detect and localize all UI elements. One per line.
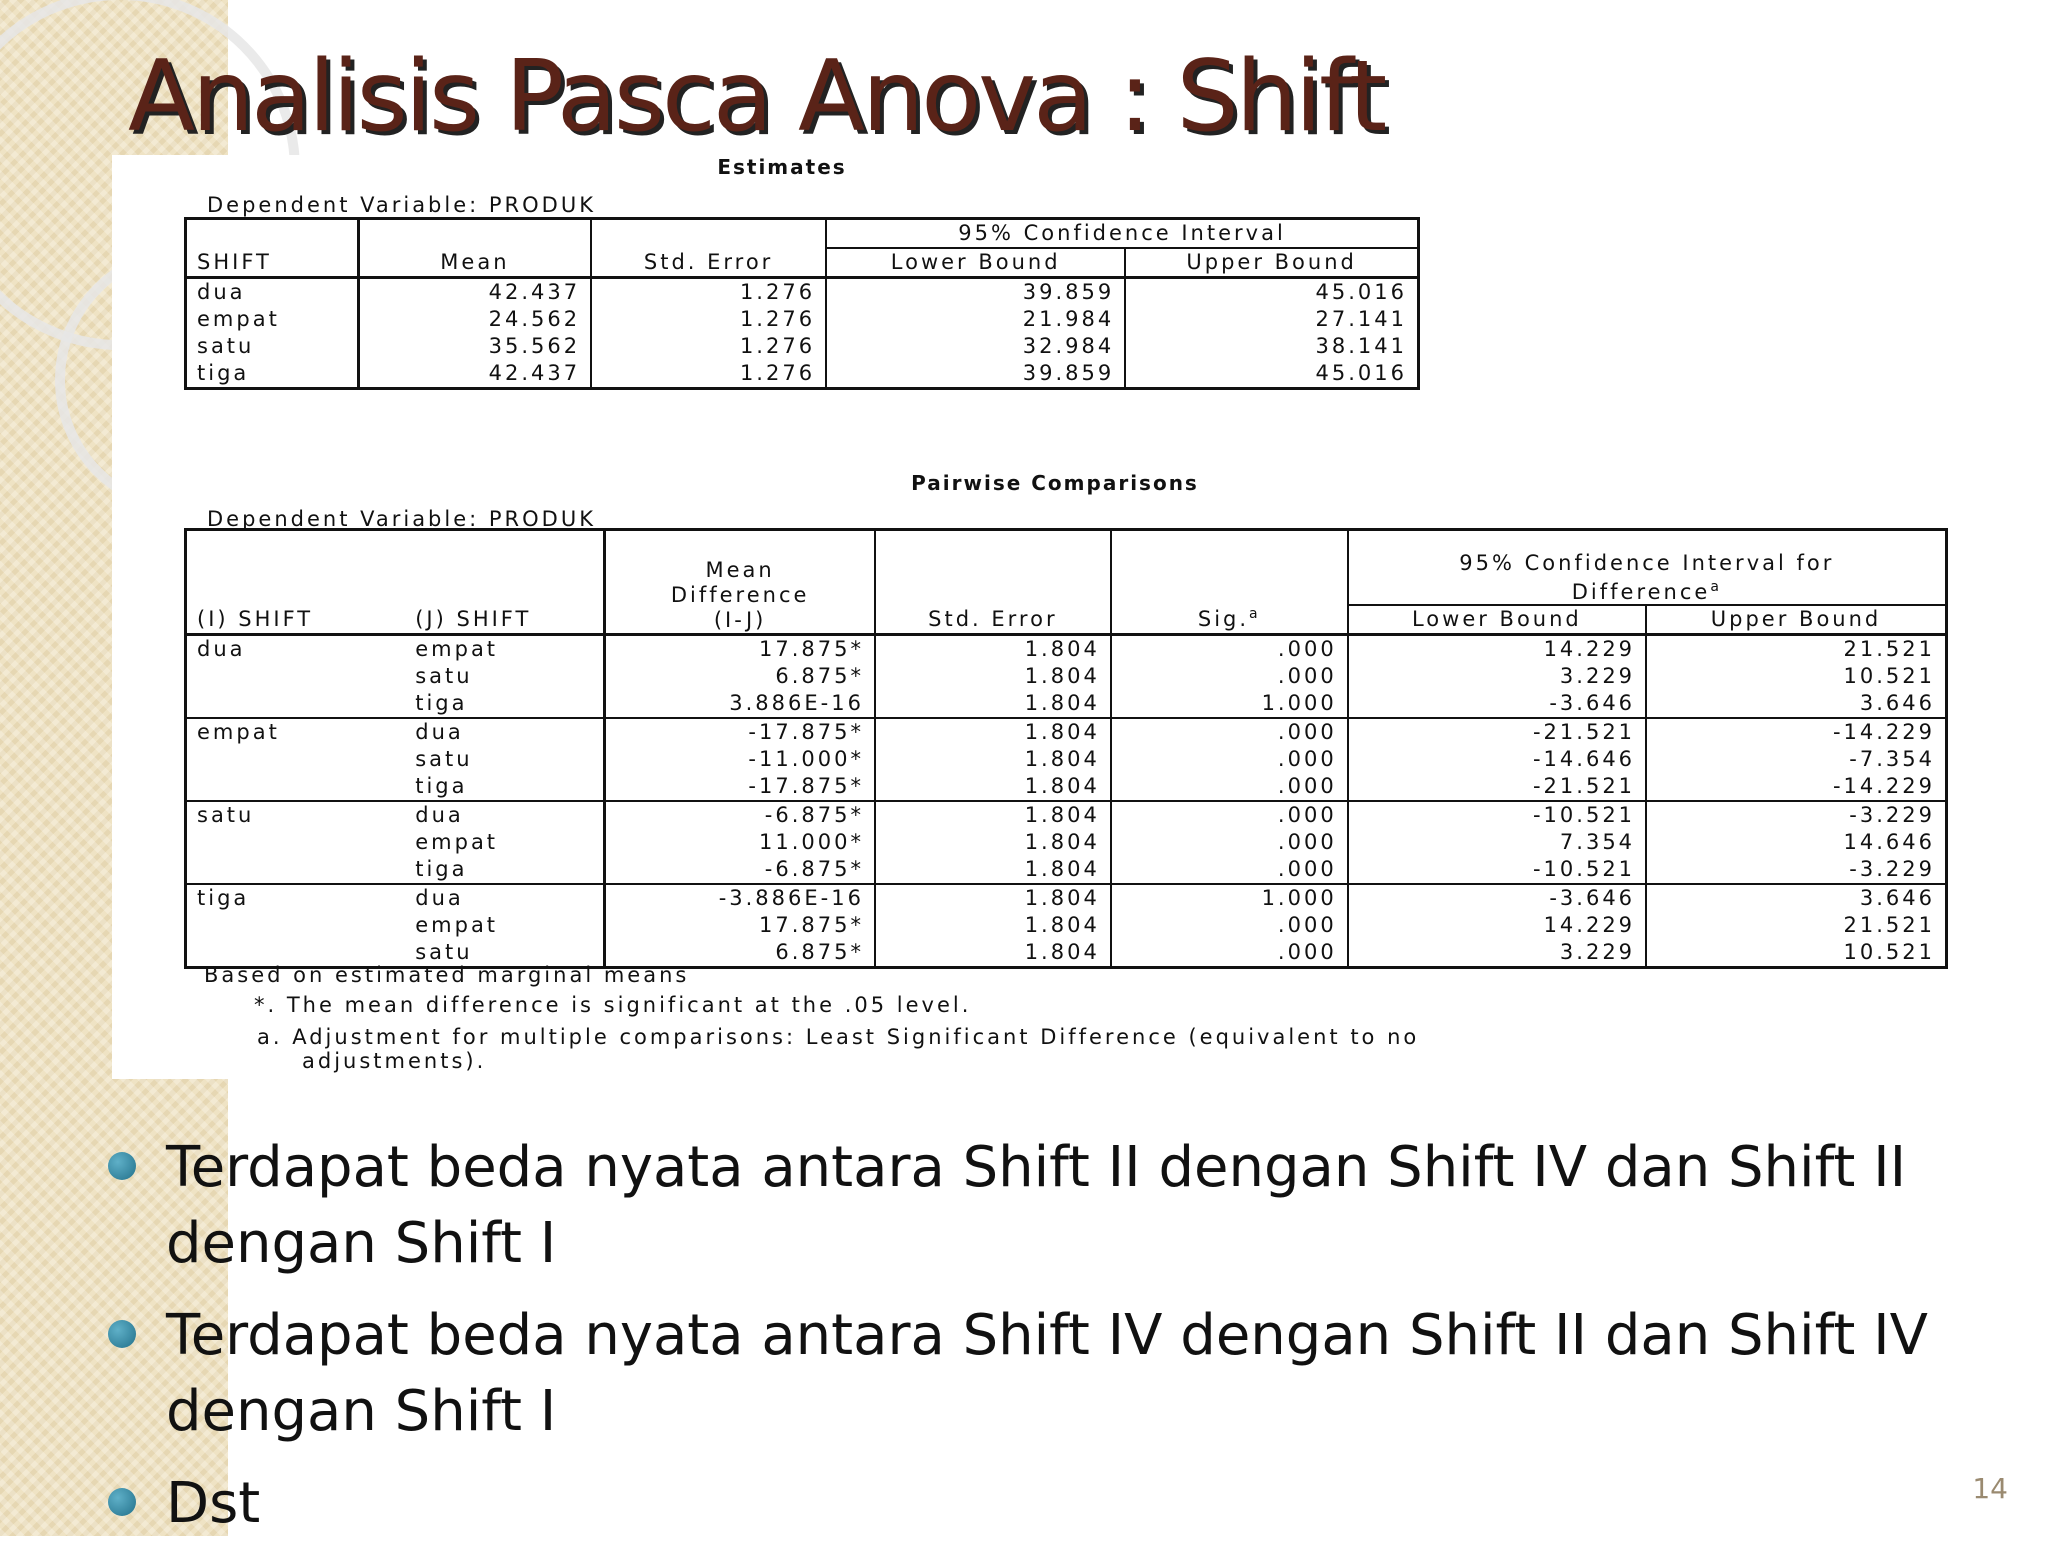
pairwise-row bbox=[186, 773, 1947, 801]
estimates-cell-shift: tiga bbox=[186, 360, 359, 389]
pairwise-cell-lower-bound: 14.229 bbox=[1348, 912, 1646, 939]
pairwise-cell-j-shift: empat bbox=[405, 635, 605, 664]
estimates-cell-std-error: 1.276 bbox=[591, 278, 826, 307]
pairwise-cell-mean-diff: 11.000* bbox=[605, 829, 875, 856]
pairwise-cell-upper-bound: 14.646 bbox=[1843, 830, 1935, 854]
estimates-dependent-variable: Dependent Variable: PRODUK bbox=[207, 193, 596, 217]
estimates-col-lower-bound: Lower Bound bbox=[826, 248, 1125, 278]
pairwise-row bbox=[186, 663, 1947, 690]
estimates-cell-upper-bound: 27.141 bbox=[1315, 307, 1407, 331]
pairwise-cell-std-error: 1.804 bbox=[875, 884, 1111, 912]
pairwise-cell-upper-bound: 21.521 bbox=[1843, 637, 1935, 661]
pairwise-cell-sig: .000 bbox=[1111, 773, 1348, 801]
estimates-cell-std-error: 1.276 bbox=[591, 360, 826, 389]
estimates-caption: Estimates bbox=[717, 155, 847, 179]
pairwise-cell-std-error: 1.804 bbox=[875, 635, 1111, 664]
estimates-cell-shift: dua bbox=[186, 278, 359, 307]
pairwise-cell-mean-diff: 3.886E-16 bbox=[605, 690, 875, 718]
page-number: 14 bbox=[1972, 1472, 2008, 1505]
bullet-dot-icon bbox=[108, 1488, 136, 1516]
estimates-row bbox=[186, 306, 1419, 333]
pairwise-cell-sig: .000 bbox=[1111, 856, 1348, 884]
estimates-cell-lower-bound: 39.859 bbox=[826, 278, 1125, 307]
estimates-col-std-error: Std. Error bbox=[591, 219, 826, 278]
pairwise-cell-sig: .000 bbox=[1111, 746, 1348, 773]
estimates-cell-mean: 42.437 bbox=[358, 278, 591, 307]
pairwise-cell-lower-bound: -10.521 bbox=[1348, 856, 1646, 884]
pairwise-cell-lower-bound: 3.229 bbox=[1348, 939, 1646, 968]
pairwise-cell-sig: .000 bbox=[1111, 939, 1348, 968]
pairwise-col-mean-difference-line1: Mean bbox=[705, 558, 775, 582]
bullet-text: Dst bbox=[166, 1471, 261, 1536]
pairwise-cell-upper-bound: -14.229 bbox=[1832, 774, 1935, 798]
estimates-cell-lower-bound: 21.984 bbox=[826, 306, 1125, 333]
pairwise-ci-header-line1: 95% Confidence Interval for bbox=[1459, 551, 1835, 575]
pairwise-cell-j-shift: tiga bbox=[405, 856, 605, 884]
pairwise-cell-sig: 1.000 bbox=[1111, 884, 1348, 912]
pairwise-col-mean-difference-line2: Difference bbox=[670, 583, 810, 607]
pairwise-col-mean-difference-line3: (I-J) bbox=[713, 608, 767, 632]
pairwise-col-lower-bound: Lower Bound bbox=[1348, 605, 1646, 635]
estimates-cell-upper-bound: 45.016 bbox=[1315, 280, 1407, 304]
pairwise-cell-upper-bound: 10.521 bbox=[1843, 940, 1935, 964]
pairwise-ci-footnote-mark: a bbox=[1710, 579, 1722, 595]
pairwise-cell-mean-diff: 17.875* bbox=[605, 912, 875, 939]
pairwise-dependent-variable: Dependent Variable: PRODUK bbox=[207, 507, 596, 531]
pairwise-cell-upper-bound: 21.521 bbox=[1843, 913, 1935, 937]
pairwise-row bbox=[186, 635, 1947, 664]
pairwise-ci-header-line2: Difference bbox=[1571, 580, 1711, 604]
pairwise-row bbox=[186, 856, 1947, 884]
pairwise-col-mean-difference bbox=[605, 530, 875, 635]
pairwise-cell-j-shift: tiga bbox=[405, 690, 605, 718]
pairwise-col-j-shift: (J) SHIFT bbox=[405, 530, 605, 635]
pairwise-cell-j-shift: dua bbox=[405, 718, 605, 746]
estimates-cell-upper-bound: 45.016 bbox=[1315, 361, 1407, 385]
pairwise-cell-lower-bound: 3.229 bbox=[1348, 663, 1646, 690]
estimates-ci-header: 95% Confidence Interval bbox=[826, 219, 1418, 249]
footnote-adjustment: a. Adjustment for multiple comparisons: Least Significant Difference (equivalent to no bbox=[257, 1025, 1420, 1049]
pairwise-row bbox=[186, 746, 1947, 773]
footnote-significance: *. The mean difference is significant at the .05 level. bbox=[254, 993, 972, 1017]
pairwise-cell-j-shift: tiga bbox=[405, 773, 605, 801]
footnote-marginal-means: Based on estimated marginal means bbox=[204, 963, 690, 987]
pairwise-col-std-error: Std. Error bbox=[875, 530, 1111, 635]
pairwise-col-upper-bound: Upper Bound bbox=[1646, 605, 1946, 635]
pairwise-cell-lower-bound: -21.521 bbox=[1348, 718, 1646, 746]
footnote-adjustment-continued: adjustments). bbox=[302, 1049, 487, 1073]
pairwise-cell-sig: .000 bbox=[1111, 635, 1348, 664]
pairwise-cell-lower-bound: -3.646 bbox=[1348, 690, 1646, 718]
estimates-cell-mean: 35.562 bbox=[358, 333, 591, 360]
pairwise-row bbox=[186, 690, 1947, 718]
estimates-cell-std-error: 1.276 bbox=[591, 333, 826, 360]
bullet-text: Terdapat beda nyata antara Shift II dengan Shift IV dan Shift II dengan Shift I bbox=[166, 1135, 1907, 1276]
pairwise-table bbox=[184, 528, 1948, 969]
pairwise-cell-i-shift: empat bbox=[186, 718, 406, 746]
pairwise-cell-std-error: 1.804 bbox=[875, 939, 1111, 968]
bullet-item bbox=[100, 1298, 1960, 1450]
pairwise-cell-lower-bound: 14.229 bbox=[1348, 635, 1646, 664]
estimates-cell-std-error: 1.276 bbox=[591, 306, 826, 333]
pairwise-cell-mean-diff: -6.875* bbox=[605, 801, 875, 829]
pairwise-row bbox=[186, 884, 1947, 912]
pairwise-cell-upper-bound: -3.229 bbox=[1849, 857, 1935, 881]
pairwise-cell-lower-bound: -14.646 bbox=[1348, 746, 1646, 773]
pairwise-cell-mean-diff: 6.875* bbox=[605, 939, 875, 968]
pairwise-cell-j-shift: satu bbox=[405, 663, 605, 690]
pairwise-ci-header bbox=[1348, 530, 1947, 606]
pairwise-cell-i-shift: tiga bbox=[186, 884, 406, 912]
pairwise-cell-std-error: 1.804 bbox=[875, 801, 1111, 829]
pairwise-cell-mean-diff: -17.875* bbox=[605, 773, 875, 801]
pairwise-row bbox=[186, 718, 1947, 746]
pairwise-cell-std-error: 1.804 bbox=[875, 690, 1111, 718]
pairwise-cell-j-shift: dua bbox=[405, 884, 605, 912]
pairwise-cell-lower-bound: 7.354 bbox=[1348, 829, 1646, 856]
estimates-col-shift: SHIFT bbox=[186, 219, 359, 278]
bullet-text: Terdapat beda nyata antara Shift IV dengan Shift II dan Shift IV dengan Shift I bbox=[166, 1303, 1928, 1444]
pairwise-cell-upper-bound: -14.229 bbox=[1646, 718, 1946, 746]
pairwise-cell-std-error: 1.804 bbox=[875, 718, 1111, 746]
estimates-cell-mean: 24.562 bbox=[358, 306, 591, 333]
pairwise-col-sig-label: Sig. bbox=[1197, 607, 1250, 631]
pairwise-cell-mean-diff: -6.875* bbox=[605, 856, 875, 884]
pairwise-cell-std-error: 1.804 bbox=[875, 773, 1111, 801]
pairwise-cell-mean-diff: -3.886E-16 bbox=[605, 884, 875, 912]
pairwise-cell-upper-bound: 10.521 bbox=[1843, 664, 1935, 688]
pairwise-cell-std-error: 1.804 bbox=[875, 912, 1111, 939]
pairwise-cell-j-shift: satu bbox=[405, 746, 605, 773]
pairwise-row bbox=[186, 801, 1947, 829]
pairwise-cell-mean-diff: 17.875* bbox=[605, 635, 875, 664]
pairwise-cell-lower-bound: -10.521 bbox=[1348, 801, 1646, 829]
estimates-row bbox=[186, 360, 1419, 389]
estimates-cell-shift: satu bbox=[186, 333, 359, 360]
pairwise-cell-std-error: 1.804 bbox=[875, 746, 1111, 773]
pairwise-row bbox=[186, 912, 1947, 939]
estimates-col-upper-bound: Upper Bound bbox=[1125, 248, 1418, 278]
estimates-cell-lower-bound: 39.859 bbox=[826, 360, 1125, 389]
pairwise-cell-std-error: 1.804 bbox=[875, 663, 1111, 690]
pairwise-cell-j-shift: satu bbox=[405, 939, 605, 968]
pairwise-cell-upper-bound: 3.646 bbox=[1859, 691, 1935, 715]
pairwise-cell-sig: .000 bbox=[1111, 663, 1348, 690]
pairwise-col-sig bbox=[1111, 530, 1348, 635]
pairwise-cell-mean-diff: 6.875* bbox=[605, 663, 875, 690]
estimates-row bbox=[186, 333, 1419, 360]
pairwise-cell-upper-bound: 3.646 bbox=[1646, 884, 1946, 912]
pairwise-cell-sig: .000 bbox=[1111, 829, 1348, 856]
pairwise-cell-sig: 1.000 bbox=[1111, 690, 1348, 718]
bullet-dot-icon bbox=[108, 1320, 136, 1348]
estimates-table bbox=[184, 217, 1420, 390]
pairwise-cell-i-shift: satu bbox=[186, 801, 406, 829]
pairwise-caption: Pairwise Comparisons bbox=[911, 471, 1199, 495]
estimates-cell-mean: 42.437 bbox=[358, 360, 591, 389]
pairwise-cell-upper-bound: -3.229 bbox=[1646, 801, 1946, 829]
pairwise-cell-sig: .000 bbox=[1111, 912, 1348, 939]
pairwise-row bbox=[186, 829, 1947, 856]
pairwise-cell-j-shift: dua bbox=[405, 801, 605, 829]
spss-output-panel bbox=[112, 155, 1948, 1079]
estimates-cell-upper-bound: 38.141 bbox=[1315, 334, 1407, 358]
pairwise-cell-lower-bound: -21.521 bbox=[1348, 773, 1646, 801]
pairwise-cell-std-error: 1.804 bbox=[875, 856, 1111, 884]
pairwise-cell-mean-diff: -11.000* bbox=[605, 746, 875, 773]
pairwise-cell-mean-diff: -17.875* bbox=[605, 718, 875, 746]
pairwise-col-sig-footnote-mark: a bbox=[1249, 606, 1261, 622]
pairwise-cell-i-shift: dua bbox=[197, 637, 246, 661]
pairwise-col-i-shift: (I) SHIFT bbox=[197, 607, 314, 631]
bullet-item bbox=[100, 1466, 1960, 1542]
estimates-cell-shift: empat bbox=[186, 306, 359, 333]
pairwise-cell-sig: .000 bbox=[1111, 718, 1348, 746]
slide-title: Analisis Pasca Anova : Shift bbox=[128, 40, 1385, 154]
pairwise-cell-j-shift: empat bbox=[405, 829, 605, 856]
conclusion-bullet-list bbox=[100, 1130, 1960, 1558]
bullet-item bbox=[100, 1130, 1960, 1282]
estimates-cell-lower-bound: 32.984 bbox=[826, 333, 1125, 360]
bullet-dot-icon bbox=[108, 1152, 136, 1180]
pairwise-cell-sig: .000 bbox=[1111, 801, 1348, 829]
pairwise-cell-upper-bound: -7.354 bbox=[1849, 747, 1935, 771]
estimates-col-mean: Mean bbox=[358, 219, 591, 278]
pairwise-cell-j-shift: empat bbox=[405, 912, 605, 939]
pairwise-cell-std-error: 1.804 bbox=[875, 829, 1111, 856]
pairwise-cell-lower-bound: -3.646 bbox=[1348, 884, 1646, 912]
estimates-row bbox=[186, 278, 1419, 307]
